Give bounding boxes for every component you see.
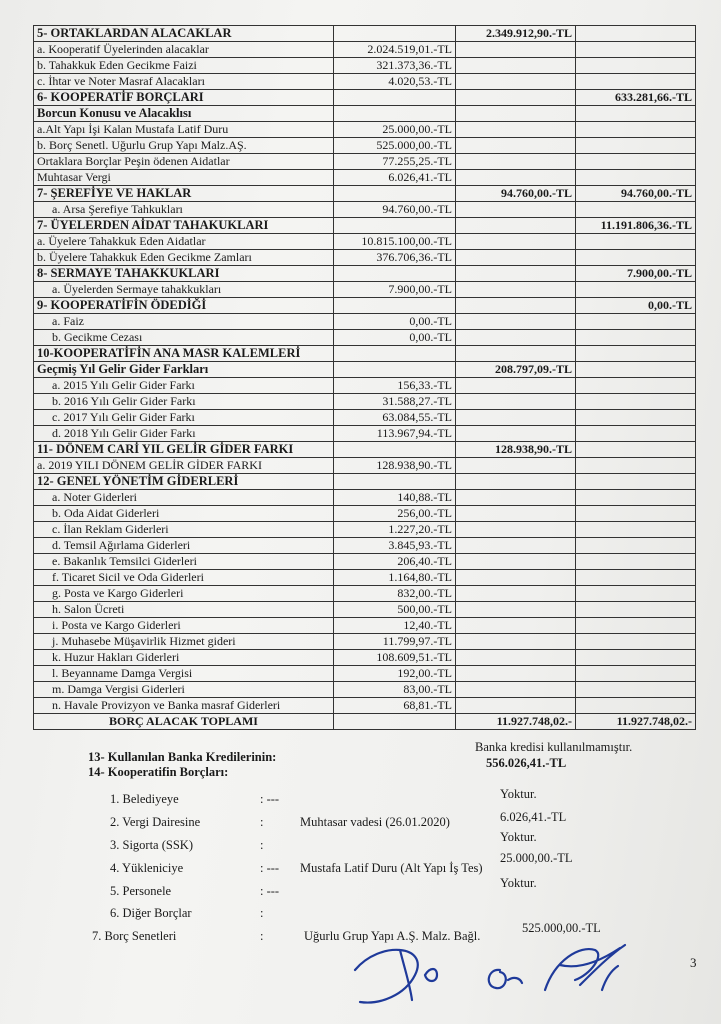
row-amount: 77.255,25.-TL (334, 154, 456, 170)
row-label: b. Borç Senetl. Uğurlu Grup Yapı Malz.AŞ. (34, 138, 334, 154)
row-label: 9- KOOPERATİFİN ÖDEDİĞİ (34, 298, 334, 314)
row-amount: 156,33.-TL (334, 378, 456, 394)
debt-item-value: 25.000,00.-TL (500, 851, 573, 865)
row-label: m. Damga Vergisi Giderleri (34, 682, 334, 698)
row-amount: 6.026,41.-TL (334, 170, 456, 186)
row-label: 12- GENEL YÖNETİM GİDERLERİ (34, 474, 334, 490)
row-total: 11.927.748,02.- (576, 714, 696, 730)
row-amount: 256,00.-TL (334, 506, 456, 522)
row-label: j. Muhasebe Müşavirlik Hizmet gideri (34, 634, 334, 650)
row-amount: 108.609,51.-TL (334, 650, 456, 666)
row-amount: 94.760,00.-TL (334, 202, 456, 218)
row-amount: 12,40.-TL (334, 618, 456, 634)
row-label: e. Bakanlık Temsilci Giderleri (34, 554, 334, 570)
row-label: a. Arsa Şerefiye Tahkukları (34, 202, 334, 218)
debt-item-description: Muhtasar vadesi (26.01.2020) (300, 815, 450, 829)
row-label: a. 2019 YILI DÖNEM GELİR GİDER FARKI (34, 458, 334, 474)
row-label: 7- ŞEREFİYE VE HAKLAR (34, 186, 334, 202)
row-label: k. Huzur Hakları Giderleri (34, 650, 334, 666)
page-number: 3 (690, 955, 697, 970)
row-amount: 832,00.-TL (334, 586, 456, 602)
row-label: a. 2015 Yılı Gelir Gider Farkı (34, 378, 334, 394)
row-subtotal: 94.760,00.-TL (456, 186, 576, 202)
row-total: 633.281,66.-TL (576, 90, 696, 106)
debt-item-description: Mustafa Latif Duru (Alt Yapı İş Tes) (300, 861, 483, 875)
row-label: a. Faiz (34, 314, 334, 330)
signatures (340, 930, 640, 1010)
row-amount: 206,40.-TL (334, 554, 456, 570)
bank-credit-note: Banka kredisi kullanılmamıştır. (475, 740, 633, 754)
row-amount: 376.706,36.-TL (334, 250, 456, 266)
row-label: Ortaklara Borçlar Peşin ödenen Aidatlar (34, 154, 334, 170)
row-label: Borcun Konusu ve Alacaklısı (34, 106, 334, 122)
row-label: b. Oda Aidat Giderleri (34, 506, 334, 522)
row-total: 0,00.-TL (576, 298, 696, 314)
debt-item-label: 2. Vergi Dairesine (110, 815, 201, 829)
row-label: b. Tahakkuk Eden Gecikme Faizi (34, 58, 334, 74)
row-total: 11.191.806,36.-TL (576, 218, 696, 234)
cooperative-debts-heading: 14- Kooperatifin Borçları: (88, 765, 229, 779)
row-label: b. 2016 Yılı Gelir Gider Farkı (34, 394, 334, 410)
debt-item-label: 1. Belediyeye (110, 792, 179, 806)
row-label: a. Noter Giderleri (34, 490, 334, 506)
debt-item-separator: : (260, 906, 264, 920)
debts-total: 556.026,41.-TL (486, 756, 567, 770)
row-amount: 525.000,00.-TL (334, 138, 456, 154)
row-amount: 7.900,00.-TL (334, 282, 456, 298)
debt-item-separator: : --- (260, 861, 280, 875)
row-total: 94.760,00.-TL (576, 186, 696, 202)
row-label: d. 2018 Yılı Gelir Gider Farkı (34, 426, 334, 442)
row-label: c. İlan Reklam Giderleri (34, 522, 334, 538)
row-label: l. Beyanname Damga Vergisi (34, 666, 334, 682)
row-label: a. Kooperatif Üyelerinden alacaklar (34, 42, 334, 58)
row-amount: 25.000,00.-TL (334, 122, 456, 138)
debt-item-value: Yoktur. (500, 830, 537, 844)
row-label: i. Posta ve Kargo Giderleri (34, 618, 334, 634)
debt-item-separator: : (260, 815, 264, 829)
debt-item-separator: : (260, 929, 264, 943)
debt-item-value: 525.000,00.-TL (522, 921, 601, 935)
row-label: b. Gecikme Cezası (34, 330, 334, 346)
row-label: c. İhtar ve Noter Masraf Alacakları (34, 74, 334, 90)
row-subtotal: 2.349.912,90.-TL (456, 26, 576, 42)
row-subtotal: 128.938,90.-TL (456, 442, 576, 458)
row-amount: 128.938,90.-TL (334, 458, 456, 474)
row-subtotal: 11.927.748,02.- (456, 714, 576, 730)
debt-item-value: Yoktur. (500, 876, 537, 890)
debt-item-value: 6.026,41.-TL (500, 810, 567, 824)
row-amount: 2.024.519,01.-TL (334, 42, 456, 58)
row-label: Geçmiş Yıl Gelir Gider Farkları (34, 362, 334, 378)
row-amount: 83,00.-TL (334, 682, 456, 698)
row-amount: 31.588,27.-TL (334, 394, 456, 410)
row-amount: 0,00.-TL (334, 330, 456, 346)
row-label: g. Posta ve Kargo Giderleri (34, 586, 334, 602)
row-label: n. Havale Provizyon ve Banka masraf Giderleri (34, 698, 334, 714)
debt-item-label: 3. Sigorta (SSK) (110, 838, 193, 852)
row-label: f. Ticaret Sicil ve Oda Giderleri (34, 570, 334, 586)
row-amount: 113.967,94.-TL (334, 426, 456, 442)
row-label: 5- ORTAKLARDAN ALACAKLAR (34, 26, 334, 42)
row-amount: 4.020,53.-TL (334, 74, 456, 90)
debt-item-separator: : --- (260, 884, 280, 898)
row-label: 8- SERMAYE TAHAKKUKLARI (34, 266, 334, 282)
debt-item-label: 4. Yükleniciye (110, 861, 184, 875)
row-amount: 500,00.-TL (334, 602, 456, 618)
row-label: h. Salon Ücreti (34, 602, 334, 618)
row-amount: 68,81.-TL (334, 698, 456, 714)
debt-item-separator: : --- (260, 792, 280, 806)
debt-item-label: 6. Diğer Borçlar (110, 906, 192, 920)
debt-item-label: 7. Borç Senetleri (92, 929, 177, 943)
row-label: BORÇ ALACAK TOPLAMI (34, 714, 334, 730)
row-total: 7.900,00.-TL (576, 266, 696, 282)
row-label: b. Üyelere Tahakkuk Eden Gecikme Zamları (34, 250, 334, 266)
row-label: 11- DÖNEM CARİ YIL GELİR GİDER FARKI (34, 442, 334, 458)
row-label: c. 2017 Yılı Gelir Gider Farkı (34, 410, 334, 426)
row-label: 10-KOOPERATİFİN ANA MASR KALEMLERİ (34, 346, 334, 362)
row-amount: 10.815.100,00.-TL (334, 234, 456, 250)
row-label: a. Üyelere Tahakkuk Eden Aidatlar (34, 234, 334, 250)
row-amount: 3.845,93.-TL (334, 538, 456, 554)
row-amount: 1.227,20.-TL (334, 522, 456, 538)
debt-item-label: 5. Personele (110, 884, 172, 898)
row-amount: 192,00.-TL (334, 666, 456, 682)
row-label: a. Üyelerden Sermaye tahakkukları (34, 282, 334, 298)
debt-item-separator: : (260, 838, 264, 852)
debt-item-description: Uğurlu Grup Yapı A.Ş. Malz. Bağl. (304, 929, 481, 943)
row-label: a.Alt Yapı İşi Kalan Mustafa Latif Duru (34, 122, 334, 138)
row-label: 6- KOOPERATİF BORÇLARI (34, 90, 334, 106)
bank-credits-heading: 13- Kullanılan Banka Kredilerinin: (88, 750, 277, 764)
row-amount: 63.084,55.-TL (334, 410, 456, 426)
row-amount: 140,88.-TL (334, 490, 456, 506)
row-label: 7- ÜYELERDEN AİDAT TAHAKUKLARI (34, 218, 334, 234)
row-amount: 1.164,80.-TL (334, 570, 456, 586)
row-amount: 11.799,97.-TL (334, 634, 456, 650)
row-label: d. Temsil Ağırlama Giderleri (34, 538, 334, 554)
debt-item-value: Yoktur. (500, 787, 537, 801)
row-amount: 321.373,36.-TL (334, 58, 456, 74)
row-subtotal: 208.797,09.-TL (456, 362, 576, 378)
row-amount: 0,00.-TL (334, 314, 456, 330)
row-label: Muhtasar Vergi (34, 170, 334, 186)
